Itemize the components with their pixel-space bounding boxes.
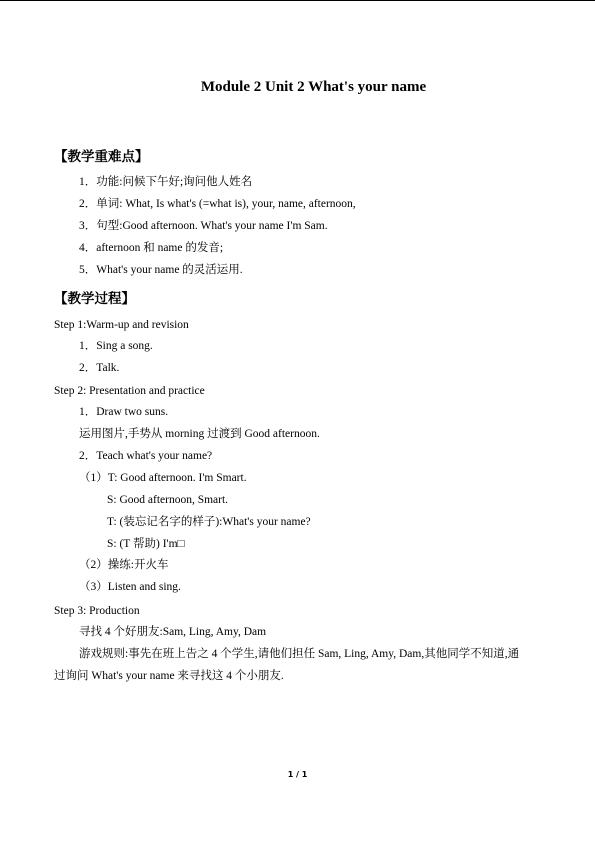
page-number: 1 / 1 <box>287 770 308 779</box>
step-note: 运用图片,手势从 morning 过渡到 Good afternoon. <box>79 428 320 440</box>
sub-step: （3）Listen and sing. <box>79 581 181 593</box>
dialog-line: T: (装忘记名字的样子):What's your name? <box>107 516 311 528</box>
dialog-line: S: Good afternoon, Smart. <box>107 494 229 506</box>
step-heading: Step 1:Warm-up and revision <box>54 319 189 331</box>
section-heading-key-points: 【教学重难点】 <box>54 149 149 164</box>
key-point-item: 2．单词: What, Is what's (=what is), your, name, afternoon, <box>79 198 356 210</box>
key-point-item: 4．afternoon 和 name 的发音; <box>79 242 224 254</box>
key-point-item: 3．句型:Good afternoon. What's your name I'm Sam. <box>79 220 328 232</box>
step-heading: Step 3: Production <box>54 605 140 617</box>
game-rule-text-continued: 过询问 What's your name 来寻找这 4 个小朋友. <box>54 670 284 682</box>
step-item: 1．Sing a song. <box>79 340 153 352</box>
section-heading-process: 【教学过程】 <box>54 291 135 306</box>
sub-step: （1）T: Good afternoon. I'm Smart. <box>79 472 247 484</box>
step-item: 2．Teach what's your name? <box>79 450 213 462</box>
step-item: 1．Draw two suns. <box>79 406 169 418</box>
key-point-item: 1．功能:问候下午好;询问他人姓名 <box>79 176 253 188</box>
dialog-line: S: (T 帮助) I'm□ <box>107 538 185 550</box>
step-heading: Step 2: Presentation and practice <box>54 385 205 397</box>
top-border-line <box>0 0 595 1</box>
step-item: 2．Talk. <box>79 362 120 374</box>
document-title: Module 2 Unit 2 What's your name <box>200 79 427 95</box>
game-rule-text: 游戏规则:事先在班上告之 4 个学生,请他们担任 Sam, Ling, Amy, Dam,其他同学不知道,通 <box>79 648 520 660</box>
step-item: 寻找 4 个好朋友:Sam, Ling, Amy, Dam <box>79 626 267 638</box>
sub-step: （2）操练:开火车 <box>79 559 169 571</box>
key-point-item: 5．What's your name 的灵活运用. <box>79 264 243 276</box>
